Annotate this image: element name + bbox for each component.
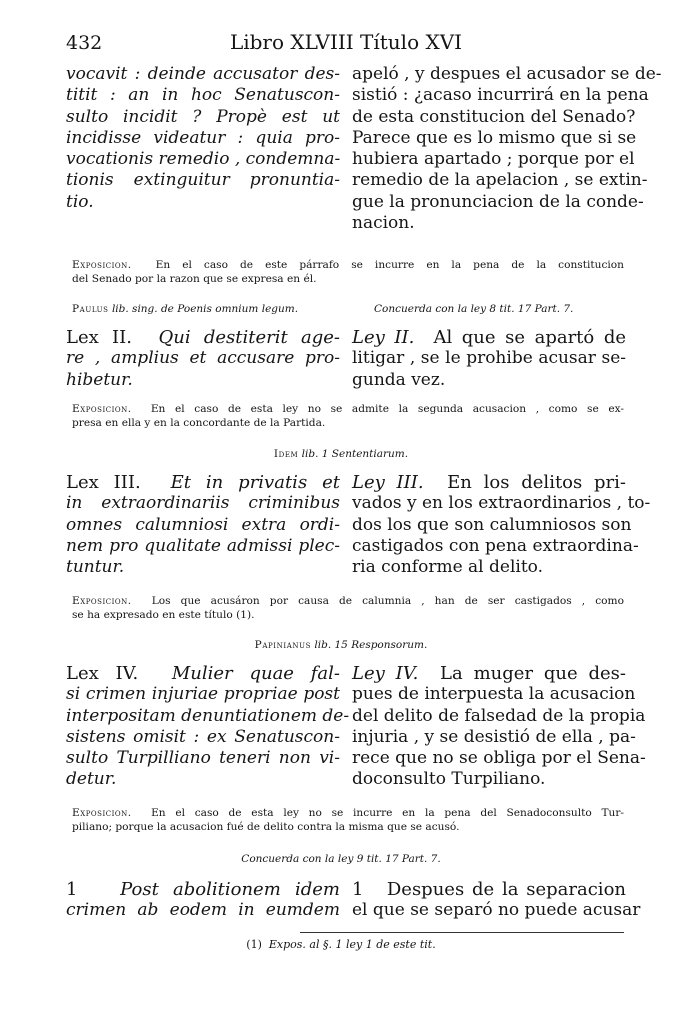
exposicion-text: En el caso de esta ley no se admite la segunda acusacion , como se ex- <box>150 403 624 415</box>
spanish-text: La muger que des- <box>440 663 626 684</box>
latin-line <box>66 327 340 348</box>
exposicion-3 <box>72 594 624 622</box>
concordance-2 <box>374 302 573 316</box>
spanish-line: rece que no se obliga por el Sena- <box>352 748 646 769</box>
spanish-column-ley-2 <box>352 327 626 391</box>
latin-line: sulto incidit ? Propè est ut <box>66 106 340 127</box>
exposicion-line: piliano; porque la acusacion fué de delito contra la misma que se acusó. <box>72 821 460 833</box>
exposicion-text: Los que acusáron por causa de calumnia , han de ser castigados , como <box>151 595 624 607</box>
source-author: Paulus <box>72 303 109 315</box>
latin-line: si crimen injuriae propriae post <box>66 684 340 705</box>
latin-line: nem pro qualitate admissi plec- <box>66 535 340 556</box>
spanish-line <box>352 879 626 900</box>
source-citation-2 <box>72 302 298 316</box>
spanish-line: Parece que es lo mismo que si se <box>352 127 637 148</box>
running-title: Libro XLVIII Título XVI <box>229 30 463 54</box>
spanish-line <box>352 327 626 348</box>
latin-line: titit : an in hoc Senatuscon- <box>66 85 340 106</box>
latin-line: interpositam denuntiationem de- <box>66 705 350 726</box>
spanish-column-paragraph-1 <box>352 879 641 922</box>
source-author: Idem <box>273 448 299 460</box>
latin-line: re , amplius et accusare pro- <box>66 348 340 369</box>
source-work: lib. 15 Responsorum. <box>314 639 428 651</box>
exposicion-line: presa en ella y en la concordante de la Partida. <box>72 417 326 429</box>
latin-column-lex-3 <box>66 472 340 578</box>
latin-line: hibetur. <box>66 369 133 390</box>
latin-line: omnes calumniosi extra ordi- <box>66 514 340 535</box>
spanish-line: de esta constitucion del Senado? <box>352 106 636 127</box>
source-citation-4 <box>0 638 682 652</box>
latin-column-lex-2 <box>66 327 340 391</box>
latin-line <box>66 663 340 684</box>
exposicion-line <box>72 594 624 608</box>
spanish-column-ley-4 <box>352 663 646 791</box>
exposicion-line: se ha expresado en este título (1). <box>72 609 255 621</box>
spanish-line: el que se separó no puede acusar <box>352 900 641 921</box>
source-citation-3 <box>0 447 682 461</box>
ley-heading: Ley III. <box>352 472 424 493</box>
exposicion-4 <box>72 806 624 834</box>
spanish-line: gunda vez. <box>352 369 446 390</box>
latin-line: vocavit : deinde accusator des- <box>66 64 340 84</box>
spanish-line: remedio de la apelacion , se extin- <box>352 170 648 191</box>
page-header <box>66 30 626 58</box>
spanish-text: En los delitos pri- <box>447 472 626 493</box>
exposicion-line <box>72 402 624 416</box>
latin-column-lex-4 <box>66 663 350 791</box>
exposicion-label: Exposicion. <box>72 259 132 271</box>
exposicion-text: En el caso de este párrafo se incurre en la pena de la constitucion <box>155 259 624 271</box>
footnote-rule <box>300 932 624 933</box>
page-number: 432 <box>66 32 103 54</box>
ley-heading: Ley II. <box>352 327 415 348</box>
lex-heading: Lex III. <box>66 472 141 493</box>
spanish-line: hubiera apartado ; porque por el <box>352 149 635 170</box>
latin-column-block-1 <box>66 64 340 213</box>
footnote-mark: (1) <box>246 938 262 951</box>
latin-line: tionis extinguitur pronuntia- <box>66 170 340 191</box>
spanish-line: castigados con pena extraordina- <box>352 535 639 556</box>
paragraph-number: 1 <box>66 879 78 900</box>
source-work: lib. sing. de Poenis omnium legum. <box>111 303 299 315</box>
spanish-line: doconsulto Turpiliano. <box>352 769 546 790</box>
exposicion-line <box>72 258 624 272</box>
source-author: Papinianus <box>254 639 312 651</box>
exposicion-1 <box>72 258 624 286</box>
spanish-line: apeló , y despues el acusador se de- <box>352 64 662 84</box>
exposicion-label: Exposicion. <box>72 403 132 415</box>
spanish-line: vados y en los extraordinarios , to- <box>352 493 651 514</box>
spanish-line: nacion. <box>352 213 415 234</box>
ley-heading: Ley IV. <box>352 663 419 684</box>
spanish-line: ria conforme al delito. <box>352 557 544 578</box>
spanish-line: pues de interpuesta la acusacion <box>352 684 636 705</box>
concordance-5 <box>0 852 682 866</box>
exposicion-text: En el caso de esta ley no se incurre en la pena del Senadoconsulto Tur- <box>151 807 624 819</box>
spanish-line: del delito de falsedad de la propia <box>352 705 646 726</box>
latin-line: detur. <box>66 769 117 790</box>
latin-line <box>66 879 340 900</box>
lex-heading: Lex II. <box>66 327 132 348</box>
latin-line: crimen ab eodem in eumdem <box>66 900 340 921</box>
spanish-text: Despues de la separacion <box>386 879 626 900</box>
latin-line: tuntur. <box>66 557 125 578</box>
latin-text: Post abolitionem idem <box>120 879 340 900</box>
concordance-text: Concuerda con la ley 8 tit. 17 Part. 7. <box>374 303 574 315</box>
latin-line: sistens omisit : ex Senatuscon- <box>66 726 340 747</box>
exposicion-line: del Senado por la razon que se expresa en él. <box>72 273 317 285</box>
exposicion-line <box>72 806 624 820</box>
latin-line: tio. <box>66 191 94 212</box>
spanish-column-block-1 <box>352 64 662 234</box>
spanish-line: sistió : ¿acaso incurrirá en la pena <box>352 85 649 106</box>
spanish-line: litigar , se le prohibe acusar se- <box>352 348 626 369</box>
spanish-text: Al que se apartó de <box>433 327 626 348</box>
exposicion-2 <box>72 402 624 430</box>
latin-text: Qui destiterit age- <box>158 327 341 348</box>
spanish-line <box>352 663 626 684</box>
spanish-column-ley-3 <box>352 472 651 578</box>
spanish-line: gue la pronunciacion de la conde- <box>352 191 644 212</box>
exposicion-label: Exposicion. <box>72 807 132 819</box>
latin-line: sulto Turpilliano teneri non vi- <box>66 748 340 769</box>
latin-line: in extraordinariis criminibus <box>66 493 340 514</box>
spanish-line: dos los que son calumniosos son <box>352 514 632 535</box>
exposicion-label: Exposicion. <box>72 595 132 607</box>
latin-line <box>66 472 340 493</box>
footnote <box>0 938 682 952</box>
concordance-text: Concuerda con la ley 9 tit. 17 Part. 7. <box>241 853 441 865</box>
source-work: lib. 1 Sententiarum. <box>301 448 409 460</box>
spanish-line: injuria , y se desistió de ella , pa- <box>352 726 636 747</box>
lex-heading: Lex IV. <box>66 663 139 684</box>
latin-line: incidisse videatur : quia pro- <box>66 127 340 148</box>
latin-text: Mulier quae fal- <box>171 663 340 684</box>
latin-column-paragraph-1 <box>66 879 340 922</box>
spanish-line <box>352 472 626 493</box>
latin-text: Et in privatis et <box>170 472 340 493</box>
footnote-text: Expos. al §. 1 ley 1 de este tit. <box>268 938 436 951</box>
latin-line: vocationis remedio , condemna- <box>66 149 341 170</box>
paragraph-number: 1 <box>352 879 364 900</box>
